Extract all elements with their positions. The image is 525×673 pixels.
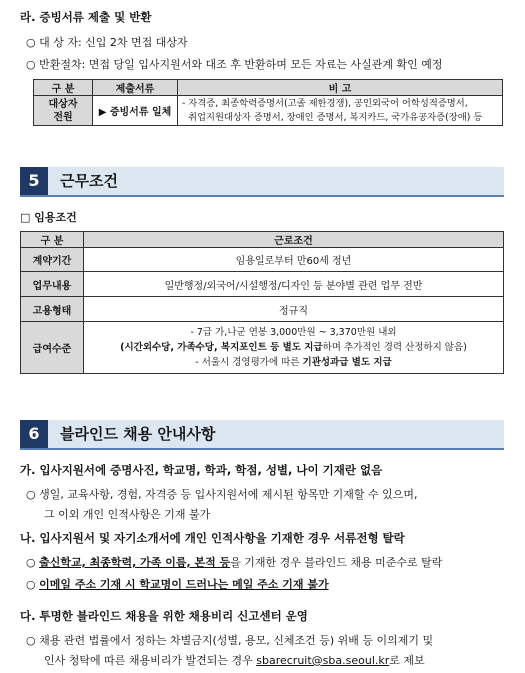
documents-table-row-label: 대상자 전원	[34, 96, 93, 126]
documents-table	[33, 79, 503, 126]
documents-table-row-doc: ▶ 증빙서류 일체	[93, 96, 178, 126]
blind-na-bullet-1	[26, 554, 442, 570]
employment-conditions-heading: □ 임용조건	[20, 211, 77, 224]
section-6-title: 블라인드 채용 안내사항	[60, 425, 216, 443]
work-table-label-pay: 급여수준	[21, 322, 84, 374]
work-table-label-duties: 업무내용	[21, 272, 84, 297]
work-table-value-pay	[84, 322, 504, 374]
pay-line-1: - 7급 가,나군 연봉 3,000만원 ~ 3,370만원 내외	[190, 327, 397, 338]
work-conditions-table	[20, 231, 504, 374]
blind-ga-bullet-line-2: 그 이외 개인 인적사항은 기재 불가	[44, 508, 211, 521]
pay-line-2	[84, 340, 503, 355]
section-ra-heading: 라. 증빙서류 제출 및 반환	[20, 10, 152, 24]
section-ra-bullet-target: ○ 대 상 자: 신입 2차 면접 대상자	[26, 36, 188, 49]
pay-line-3-bold: 기관성과급 별도 지급	[302, 357, 392, 368]
blind-na-heading: 나. 입사지원서 및 자기소개서에 개인 인적사항을 기재한 경우 서류전형 탈락	[20, 531, 405, 545]
pay-line-2-rest: 하며 추가적인 경력 산정하지 않음)	[322, 342, 467, 353]
documents-table-header-note: 비 고	[178, 80, 503, 96]
work-table-label-type: 고용형태	[21, 297, 84, 322]
section-5-title: 근무조건	[60, 172, 118, 190]
work-table-value-duties: 일반행정/외국어/시설행정/디자인 등 분야별 관련 업무 전반	[84, 272, 504, 297]
documents-table-header-category: 구 분	[34, 80, 93, 96]
blind-na-bullet-1-rest: 을 기재한 경우 블라인드 채용 미준수로 탈락	[230, 556, 443, 569]
work-table-value-type: 정규직	[84, 297, 504, 322]
blind-ga-bullet-line-1: ○ 생일, 교육사항, 경험, 자격증 등 입사지원서에 제시된 항목만 기재할 수 있으며,	[26, 488, 418, 501]
blind-na-circle-2: ○	[26, 578, 36, 591]
blind-da-bullet-line-2	[44, 652, 425, 668]
section-ra-bullet-procedure: ○ 반환절차: 면접 당일 입사지원서와 대조 후 반환하며 모든 자료는 사실관계 확인 예정	[26, 58, 443, 71]
blind-ga-heading: 가. 입사지원서에 증명사진, 학교명, 학과, 학점, 성별, 나이 기재란 없음	[20, 463, 383, 477]
documents-table-note-line-2: 취업지원대상자 증명서, 장애인 증명서, 복지카드, 국가유공자증(장애) 등	[188, 111, 483, 123]
documents-table-row-note	[178, 96, 503, 126]
pay-line-3-pre: - 서울시 경영평가에 따른	[195, 357, 303, 368]
section-6-number: 6	[20, 420, 48, 448]
blind-da-bullet-post: 로 제보	[389, 654, 425, 667]
blind-da-bullet-line-1: ○ 채용 관련 법률에서 정하는 차별금지(성별, 용모, 신체조건 등) 위배 등 이의제기 및	[26, 634, 434, 647]
work-table-header-category: 구 분	[21, 232, 84, 248]
report-email-link[interactable]: sbarecruit@sba.seoul.kr	[256, 654, 390, 667]
blind-da-heading: 다. 투명한 블라인드 채용을 위한 채용비리 신고센터 운영	[20, 609, 308, 623]
blind-da-bullet-pre: 인사 청탁에 따른 채용비리가 발견되는 경우	[44, 654, 257, 667]
section-6-header	[20, 420, 504, 450]
pay-line-2-bold: (시간외수당, 가족수당, 복지포인트 등 별도 지급	[120, 342, 323, 353]
work-table-label-contract: 계약기간	[21, 248, 84, 272]
section-5-header	[20, 167, 504, 197]
documents-table-header-documents: 제출서류	[93, 80, 178, 96]
blind-na-bullet-2	[26, 576, 329, 592]
work-table-header-conditions: 근로조건	[84, 232, 504, 248]
pay-line-3	[84, 355, 503, 370]
work-table-value-contract: 임용일로부터 만60세 정년	[84, 248, 504, 272]
blind-na-bullet-1-underlined: 출신학교, 최종학력, 가족 이름, 본적 등	[39, 556, 231, 569]
section-5-number: 5	[20, 167, 48, 195]
blind-na-bullet-2-underlined: 이메일 주소 기재 시 학교명이 드러나는 메일 주소 기재 불가	[39, 578, 329, 591]
blind-na-circle-1: ○	[26, 556, 36, 569]
documents-table-note-line-1: - 자격증, 최종학력증명서(고졸 제한경쟁), 공인외국어 어학성적증명서,	[182, 97, 468, 109]
